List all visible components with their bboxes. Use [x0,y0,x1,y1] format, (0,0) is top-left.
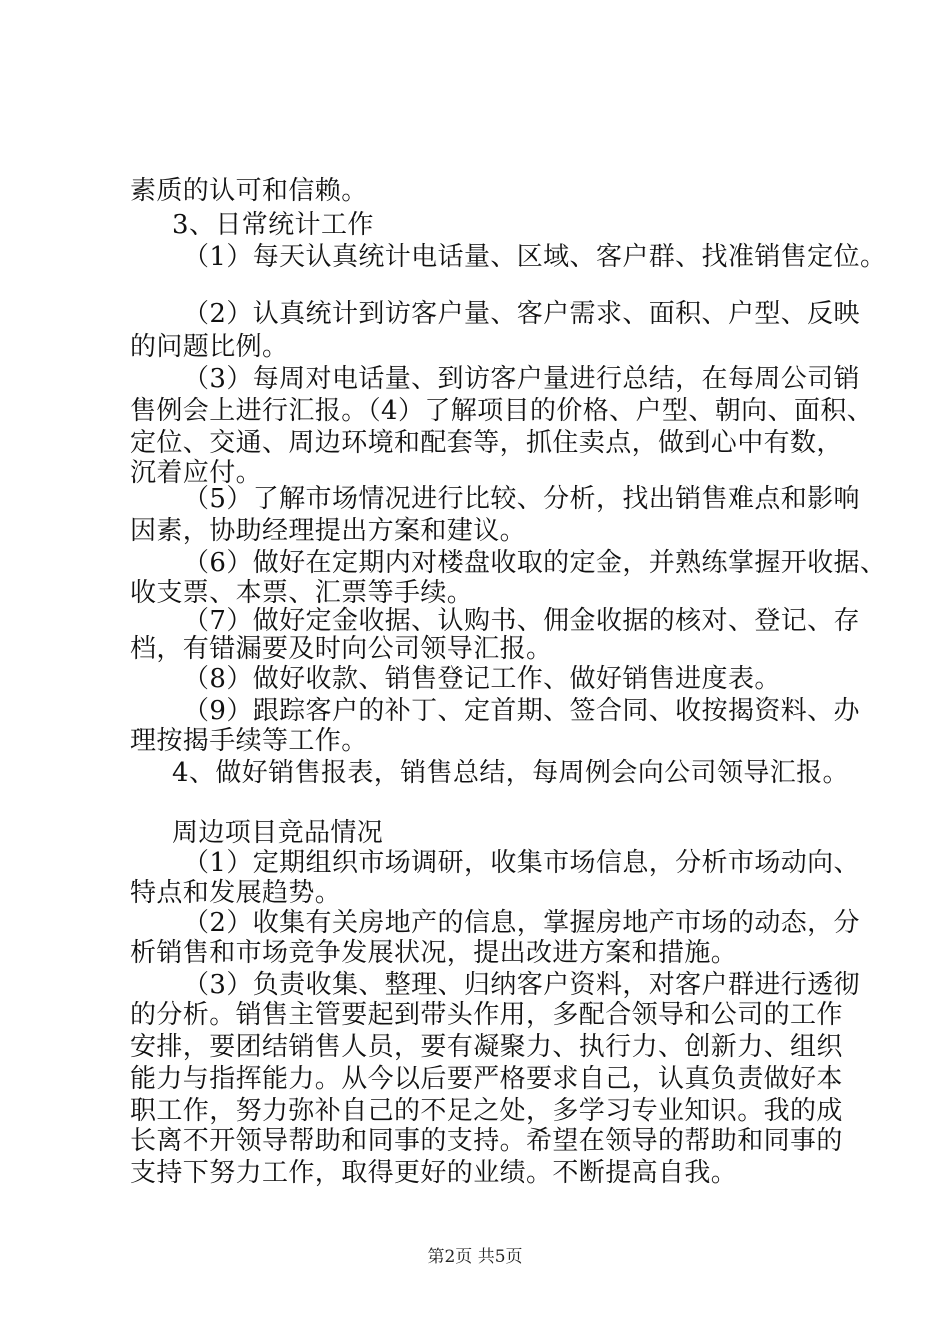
text-line: （5）了解市场情况进行比较、分析，找出销售难点和影响 [183,484,860,514]
text-line: 安排，要团结销售人员，要有凝聚力、执行力、创新力、组织 [130,1032,843,1062]
text-line: 沉着应付。 [130,458,263,488]
text-line: 的问题比例。 [130,332,289,362]
text-line: 收支票、本票、汇票等手续。 [130,578,474,608]
text-line: （2）认真统计到访客户量、客户需求、面积、户型、反映 [183,299,860,329]
text-line: 的分析。销售主管要起到带头作用，多配合领导和公司的工作 [130,1000,843,1030]
text-line: （8）做好收款、销售登记工作、做好销售进度表。 [183,664,781,694]
text-line: 售例会上进行汇报。（4）了解项目的价格、户型、朝向、面积、 [130,396,874,426]
text-line: （1）每天认真统计电话量、区域、客户群、找准销售定位。 [183,242,887,272]
text-line: （9）跟踪客户的补丁、定首期、签合同、收按揭资料、办 [183,696,860,726]
section-heading: 3、日常统计工作 [172,210,374,240]
text-line: 档，有错漏要及时向公司领导汇报。 [130,634,553,664]
text-line: 因素，协助经理提出方案和建议。 [130,516,527,546]
section-heading: 周边项目竞品情况 [172,818,384,848]
text-line: 能力与指挥能力。从今以后要严格要求自己，认真负责做好本 [130,1064,843,1094]
text-line: 特点和发展趋势。 [130,878,342,908]
text-line: 支持下努力工作，取得更好的业绩。不断提高自我。 [130,1158,738,1188]
text-line: （7）做好定金收据、认购书、佣金收据的核对、登记、存 [183,606,860,636]
text-line: 4、做好销售报表，销售总结，每周例会向公司领导汇报。 [172,758,849,788]
text-line: （6）做好在定期内对楼盘收取的定金，并熟练掌握开收据、 [183,548,887,578]
text-line: 职工作，努力弥补自己的不足之处，多学习专业知识。我的成 [130,1096,843,1126]
text-line: （2）收集有关房地产的信息，掌握房地产市场的动态，分 [183,908,860,938]
text-line: 长离不开领导帮助和同事的支持。希望在领导的帮助和同事的 [130,1126,843,1156]
page-number-footer: 第2页 共5页 [427,1247,523,1267]
text-line: 定位、交通、周边环境和配套等，抓住卖点，做到心中有数， [130,428,843,458]
text-line: 理按揭手续等工作。 [130,726,368,756]
text-line: （1）定期组织市场调研，收集市场信息，分析市场动向、 [183,848,860,878]
text-line: （3）每周对电话量、到访客户量进行总结，在每周公司销 [183,364,860,394]
text-line: 析销售和市场竞争发展状况，提出改进方案和措施。 [130,938,738,968]
text-line: 素质的认可和信赖。 [130,176,368,206]
text-line: （3）负责收集、整理、归纳客户资料，对客户群进行透彻 [183,970,860,1000]
